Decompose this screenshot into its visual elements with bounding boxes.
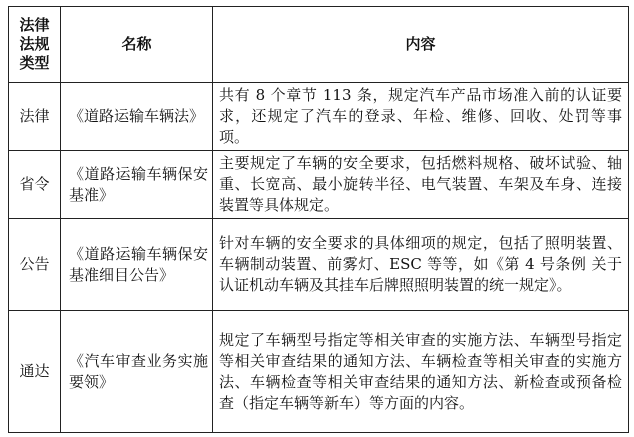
cell-name: 《汽车审查业务实施要领》 (61, 311, 213, 433)
table-row (9, 83, 629, 151)
table-row (9, 219, 629, 311)
regulation-table (8, 6, 629, 433)
table-row (9, 311, 629, 433)
cell-type: 法律 (9, 83, 61, 151)
table-header-row (9, 7, 629, 83)
cell-name: 《道路运输车辆法》 (61, 83, 213, 151)
header-type: 法律法规类型 (9, 7, 61, 83)
cell-type: 省令 (9, 151, 61, 219)
cell-content: 主要规定了车辆的安全要求，包括燃料规格、破坏试验、轴重、长宽高、最小旋转半径、电气装置、车架及车身、连接装置等具体规定。 (213, 151, 629, 219)
header-content: 内容 (213, 7, 629, 83)
regulation-table-container (8, 6, 629, 433)
cell-content: 针对车辆的安全要求的具体细项的规定，包括了照明装置、车辆制动装置、前雾灯、ESC 等等，如《第 4 号条例 关于认证机动车辆及其挂车后牌照照明装置的统一规定》。 (213, 219, 629, 311)
header-name: 名称 (61, 7, 213, 83)
cell-type: 通达 (9, 311, 61, 433)
cell-content: 共有 8 个章节 113 条，规定汽车产品市场准入前的认证要求，还规定了汽车的登录、年检、维修、回收、处罚等事项。 (213, 83, 629, 151)
cell-type: 公告 (9, 219, 61, 311)
cell-name: 《道路运输车辆保安基准》 (61, 151, 213, 219)
cell-name: 《道路运输车辆保安基准细目公告》 (61, 219, 213, 311)
table-row (9, 151, 629, 219)
cell-content: 规定了车辆型号指定等相关审查的实施方法、车辆型号指定等相关审查结果的通知方法、车辆检查等相关审查的实施方法、车辆检查等相关审查结果的通知方法、新检查或预备检查（指定车辆等新车）等方面的内容。 (213, 311, 629, 433)
